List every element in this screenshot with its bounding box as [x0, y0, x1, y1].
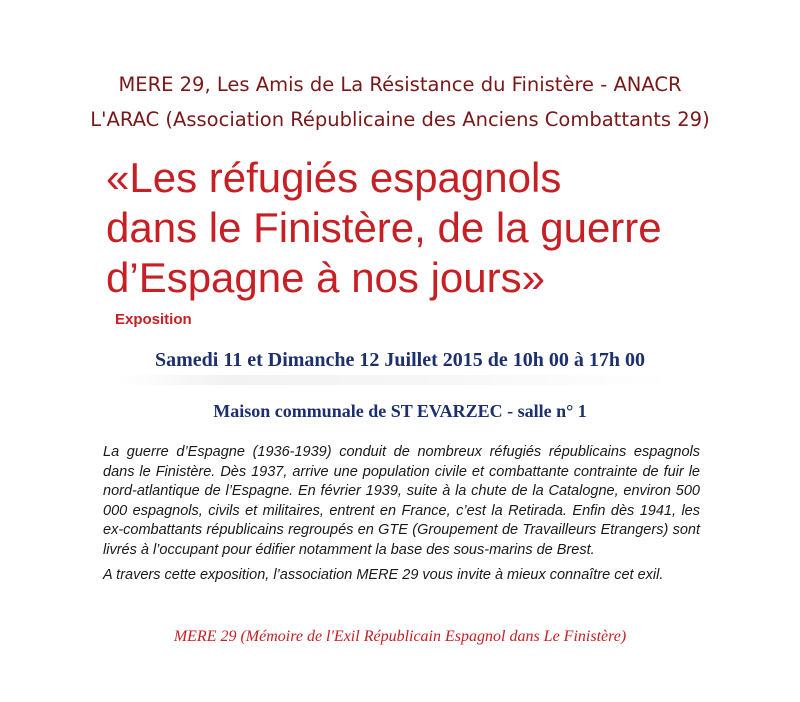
subtitle: Exposition: [115, 311, 192, 328]
faint-bleed-through: [115, 375, 675, 385]
organizations-line-2: L'ARAC (Association Républicaine des Anciens Combattants 29): [90, 108, 710, 131]
description-paragraph-2: A travers cette exposition, l’association MERE 29 vous invite à mieux connaître cet exil.: [103, 567, 664, 583]
title-line-3: d’Espagne à nos jours»: [106, 254, 545, 301]
description-paragraph-1: La guerre d’Espagne (1936-1939) conduit de nombreux réfugiés républicains espagnols dans le Finistère. Dès 1937, arrive une population civile et combattante contrainte de fuir le nord-atlantique de l’Espagne. En février 1939, suite à la chute de la Catalogne, environ 500 000 espagnols, civils et militaires, entrent en France, c’est la Retirada. Enfin dès 1941, les ex-combattants républicains regroupés en GTE (Groupement de Travailleurs Etrangers) sont livrés à l’occupant pour édifier notamment la base des sous-marins de Brest.: [103, 444, 700, 558]
event-dates: Samedi 11 et Dimanche 12 Juillet 2015 de 10h 00 à 17h 00: [154, 349, 645, 371]
event-place: Maison communale de ST EVARZEC - salle n° 1: [213, 401, 587, 421]
title-line-2: dans le Finistère, de la guerre: [106, 204, 662, 251]
description-text: [103, 443, 700, 586]
title-line-1: «Les réfugiés espagnols: [106, 154, 562, 201]
footer-credit: MERE 29 (Mémoire de l'Exil Républicain Espagnol dans Le Finistère): [173, 628, 627, 645]
organizations-line-1: MERE 29, Les Amis de La Résistance du Finistère - ANACR: [118, 73, 682, 96]
